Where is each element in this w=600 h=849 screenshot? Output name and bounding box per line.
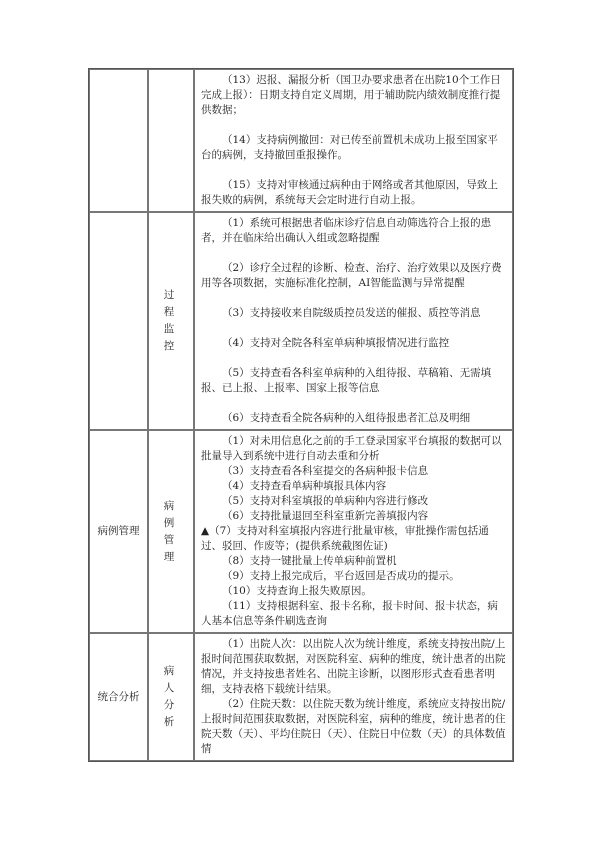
description-item: （2）住院天数：以住院天数为统计维度，系统应支持按出院/上报时间范围获取数据，对医院科室，病种的维度，统计患者的住院天数（天）、平均住院日（天）、住院日中位数（天）的具体数值情 xyxy=(201,698,506,755)
description-cell xyxy=(194,633,513,761)
module-cell xyxy=(89,212,148,430)
function-cell: 病人分析 xyxy=(148,633,194,761)
description-item: （1）系统可根据患者临床诊疗信息自动筛选符合上报的患者，并在临床给出确认入组或忽略提醒 xyxy=(201,217,492,244)
table-row xyxy=(89,633,513,761)
table-row xyxy=(89,69,513,212)
description-item: （3）支持接收来自院级质控员发送的催报、质控等消息 xyxy=(222,307,481,319)
function-cell: 病例管理 xyxy=(148,430,194,633)
description-item: （6）支持批量退回至科室重新完善填报内容 xyxy=(222,510,429,522)
description-item: ▲（7）支持对科室填报内容进行批量审核，审批操作需包括通过、驳回、作废等；(提供系统截图佐证) xyxy=(201,525,489,552)
description-item: （8）支持一键批量上传单病种前置机 xyxy=(222,555,397,567)
description-item: （10）支持查询上报失败原因。 xyxy=(222,585,372,597)
function-cell: 过程监控 xyxy=(148,212,194,430)
description-item: （13）迟报、漏报分析（国卫办要求患者在出院10个工作日完成上报）：日期支持自定义周期，用于辅助院内绩效制度推行提供数据； xyxy=(201,74,501,116)
description-item: （5）支持查看各科室单病种的入组待报、草稿箱、无需填报、已上报、上报率、国家上报等信息 xyxy=(201,367,492,394)
description-item: （1）对未用信息化之前的手工登录国家平台填报的数据可以批量导入到系统中进行自动去重和分析 xyxy=(201,435,502,462)
module-cell xyxy=(89,69,148,212)
module-cell: 病例管理 xyxy=(89,430,148,633)
table-row xyxy=(89,430,513,633)
description-item: （14）支持病例撤回：对已传至前置机未成功上报至国家平台的病例，支持撤回重报操作。 xyxy=(201,134,498,161)
description-item: （15）支持对审核通过病种由于网络或者其他原因，导致上报失败的病例，系统每天会定时进行自动上报。 xyxy=(201,179,498,206)
description-item: （6）支持查看全院各病种的入组待报患者汇总及明细 xyxy=(222,412,471,424)
spec-table xyxy=(88,68,514,762)
table-row xyxy=(89,212,513,430)
description-cell xyxy=(194,212,513,430)
module-cell: 统合分析 xyxy=(89,633,148,761)
description-item: （5）支持对科室填报的单病种内容进行修改 xyxy=(222,495,429,507)
description-cell xyxy=(194,69,513,212)
description-cell xyxy=(194,430,513,633)
description-item: （11）支持根据科室、报卡名称，报卡时间、报卡状态，病人基本信息等条件刷选查询 xyxy=(201,600,498,627)
description-item: （3）支持查看各科室提交的各病种报卡信息 xyxy=(222,465,429,477)
description-item: （4）支持对全院各科室单病种填报情况进行监控 xyxy=(222,337,450,349)
function-cell xyxy=(148,69,194,212)
description-item: （4）支持查看单病种填报具体内容 xyxy=(222,480,387,492)
description-item: （1）出院人次：以出院人次为统计维度，系统支持按出院/上报时间范围获取数据，对医院科室、病种的维度，统计患者的出院情况，并支持按患者姓名、出院主诊断，以图形形式查看患者明细，支持表格下载统计结果。 xyxy=(201,638,506,695)
description-item: （2）诊疗全过程的诊断、检查、治疗、治疗效果以及医疗费用等各项数据，实施标准化控制，AI智能监测与异常提醒 xyxy=(201,262,502,289)
description-item: （9）支持上报完成后，平台返回是否成功的提示。 xyxy=(222,570,460,582)
